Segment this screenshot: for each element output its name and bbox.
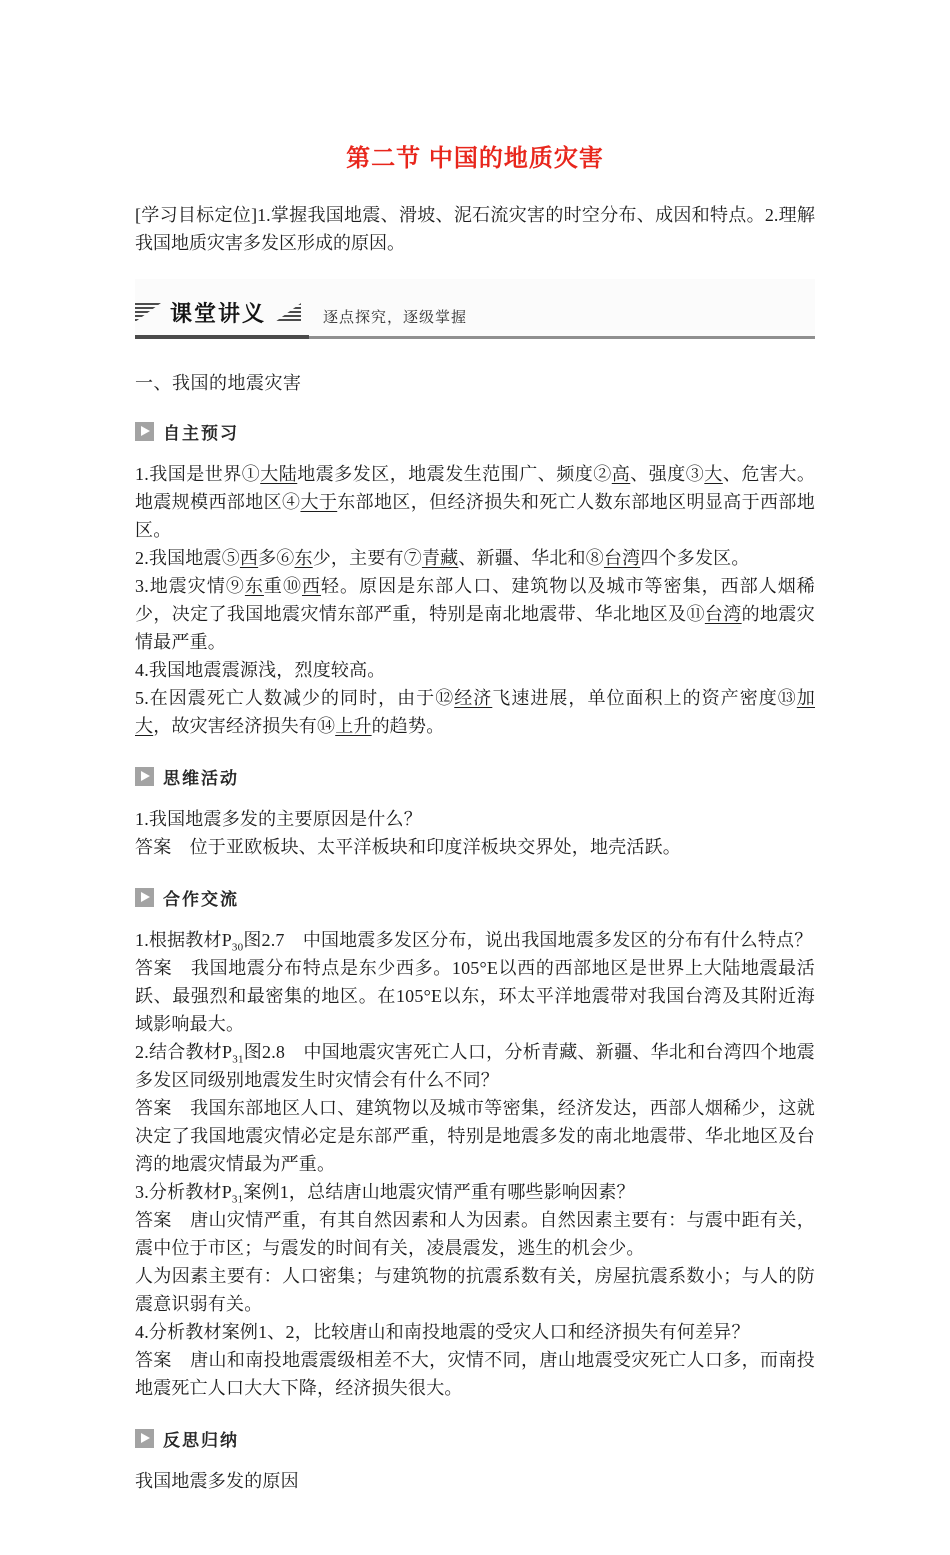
label-reflection-summary [135, 1426, 815, 1451]
cooperate-question-2: 2.结合教材$P_{31}$图2.8 中国地震灾害死亡人口，分析青藏、新疆、华北和台湾四个地震多发区同级别地震发生时灾情会有什么不同？ [135, 1042, 815, 1090]
sub-label-text: 自主预习 [163, 424, 239, 443]
hatched-triangle-left-icon [135, 303, 161, 322]
play-triangle-icon [135, 422, 154, 441]
label-self-preview [135, 419, 815, 444]
play-triangle-icon [135, 888, 154, 907]
label-cooperative-exchange [135, 885, 815, 910]
play-triangle-icon [135, 767, 154, 786]
cooperate-answer-2: 答案 我国东部地区人口、建筑物以及城市等密集，经济发达，西部人烟稀少，这就决定了我国地震灾情必定是东部严重，特别是地震多发的南北地震带、华北地区及台湾的地震灾情最为严重。 [135, 1098, 815, 1174]
preview-item-1: 1.我国是世界①大陆地震多发区，地震发生范围广、频度②高、强度③大、危害大。地震规模西部地区④大于东部地区，但经济损失和死亡人数东部地区明显高于西部地区。 [135, 464, 816, 540]
preview-item-3: 3.地震灾情⑨东重⑩西轻。原因是东部人口、建筑物以及城市等密集，西部人烟稀少，决定了我国地震灾情东部严重，特别是南北地震带、华北地区及⑪台湾的地震灾情最严重。 [135, 576, 815, 652]
banner-subtitle: 逐点探究，逐级掌握 [323, 309, 468, 326]
cooperate-question-3: 3.分析教材$P_{31}$案例1，总结唐山地震灾情严重有哪些影响因素？ [135, 1182, 635, 1206]
lecture-banner [135, 279, 815, 339]
sub-label-text: 思维活动 [163, 769, 239, 788]
cooperate-answer-1: 答案 我国地震分布特点是东少西多。105°E以西的西部地区是世界上大陆地震最活跃、最强烈和最密集的地区。在105°E以东，环太平洋地震带对我国台湾及其附近海域影响最大。 [135, 958, 815, 1034]
preview-item-4: 4.我国地震震源浅，烈度较高。 [135, 660, 386, 680]
cooperate-answer-3b: 人为因素主要有：人口密集；与建筑物的抗震系数有关，房屋抗震系数小；与人的防震意识弱有关。 [135, 1266, 815, 1314]
sub-label-text: 合作交流 [163, 890, 239, 909]
reflect-text: 我国地震多发的原因 [135, 1471, 299, 1491]
sub-label-text: 反思归纳 [163, 1431, 239, 1450]
hatched-triangle-right-icon [275, 303, 301, 322]
thinking-answer-1: 答案 位于亚欧板块、太平洋板块和印度洋板块交界处，地壳活跃。 [135, 837, 681, 857]
page-title: 第二节 中国的地质灾害 [346, 145, 604, 172]
banner-title: 课堂讲义 [170, 301, 267, 326]
cooperate-question-4: 4.分析教材案例1、2，比较唐山和南投地震的受灾人口和经济损失有何差异？ [135, 1322, 750, 1342]
thinking-question-1: 1.我国地震多发的主要原因是什么？ [135, 809, 422, 829]
preview-item-2: 2.我国地震⑤西多⑥东少，主要有⑦青藏、新疆、华北和⑧台湾四个多发区。 [135, 548, 750, 568]
section-heading: 一、我国的地震灾害 [135, 373, 302, 393]
preview-item-5: 5.在因震死亡人数减少的同时，由于⑫经济飞速进展，单位面积上的资产密度⑬加大，故灾害经济损失有⑭上升的趋势。 [135, 688, 815, 736]
banner-title-block [135, 295, 309, 339]
cooperate-question-1: 1.根据教材$P_{30}$图2.7 中国地震多发区分布，说出我国地震多发区的分布有什么特点？ [135, 930, 813, 954]
learning-objectives: [学习目标定位]1.掌握我国地震、滑坡、泥石流灾害的时空分布、成因和特点。2.理解我国地质灾害多发区形成的原因。 [135, 205, 815, 253]
cooperate-answer-4: 答案 唐山和南投地震震级相差不大，灾情不同，唐山地震受灾死亡人口多，而南投地震死亡人口大大下降，经济损失很大。 [135, 1350, 815, 1398]
label-thinking-activity [135, 764, 815, 789]
cooperate-answer-3: 答案 唐山灾情严重，有其自然因素和人为因素。自然因素主要有：与震中距有关，震中位于市区；与震发的时间有关，凌晨震发，逃生的机会少。 [135, 1210, 815, 1258]
banner-subtitle-block [309, 306, 815, 339]
play-triangle-icon [135, 1429, 154, 1448]
